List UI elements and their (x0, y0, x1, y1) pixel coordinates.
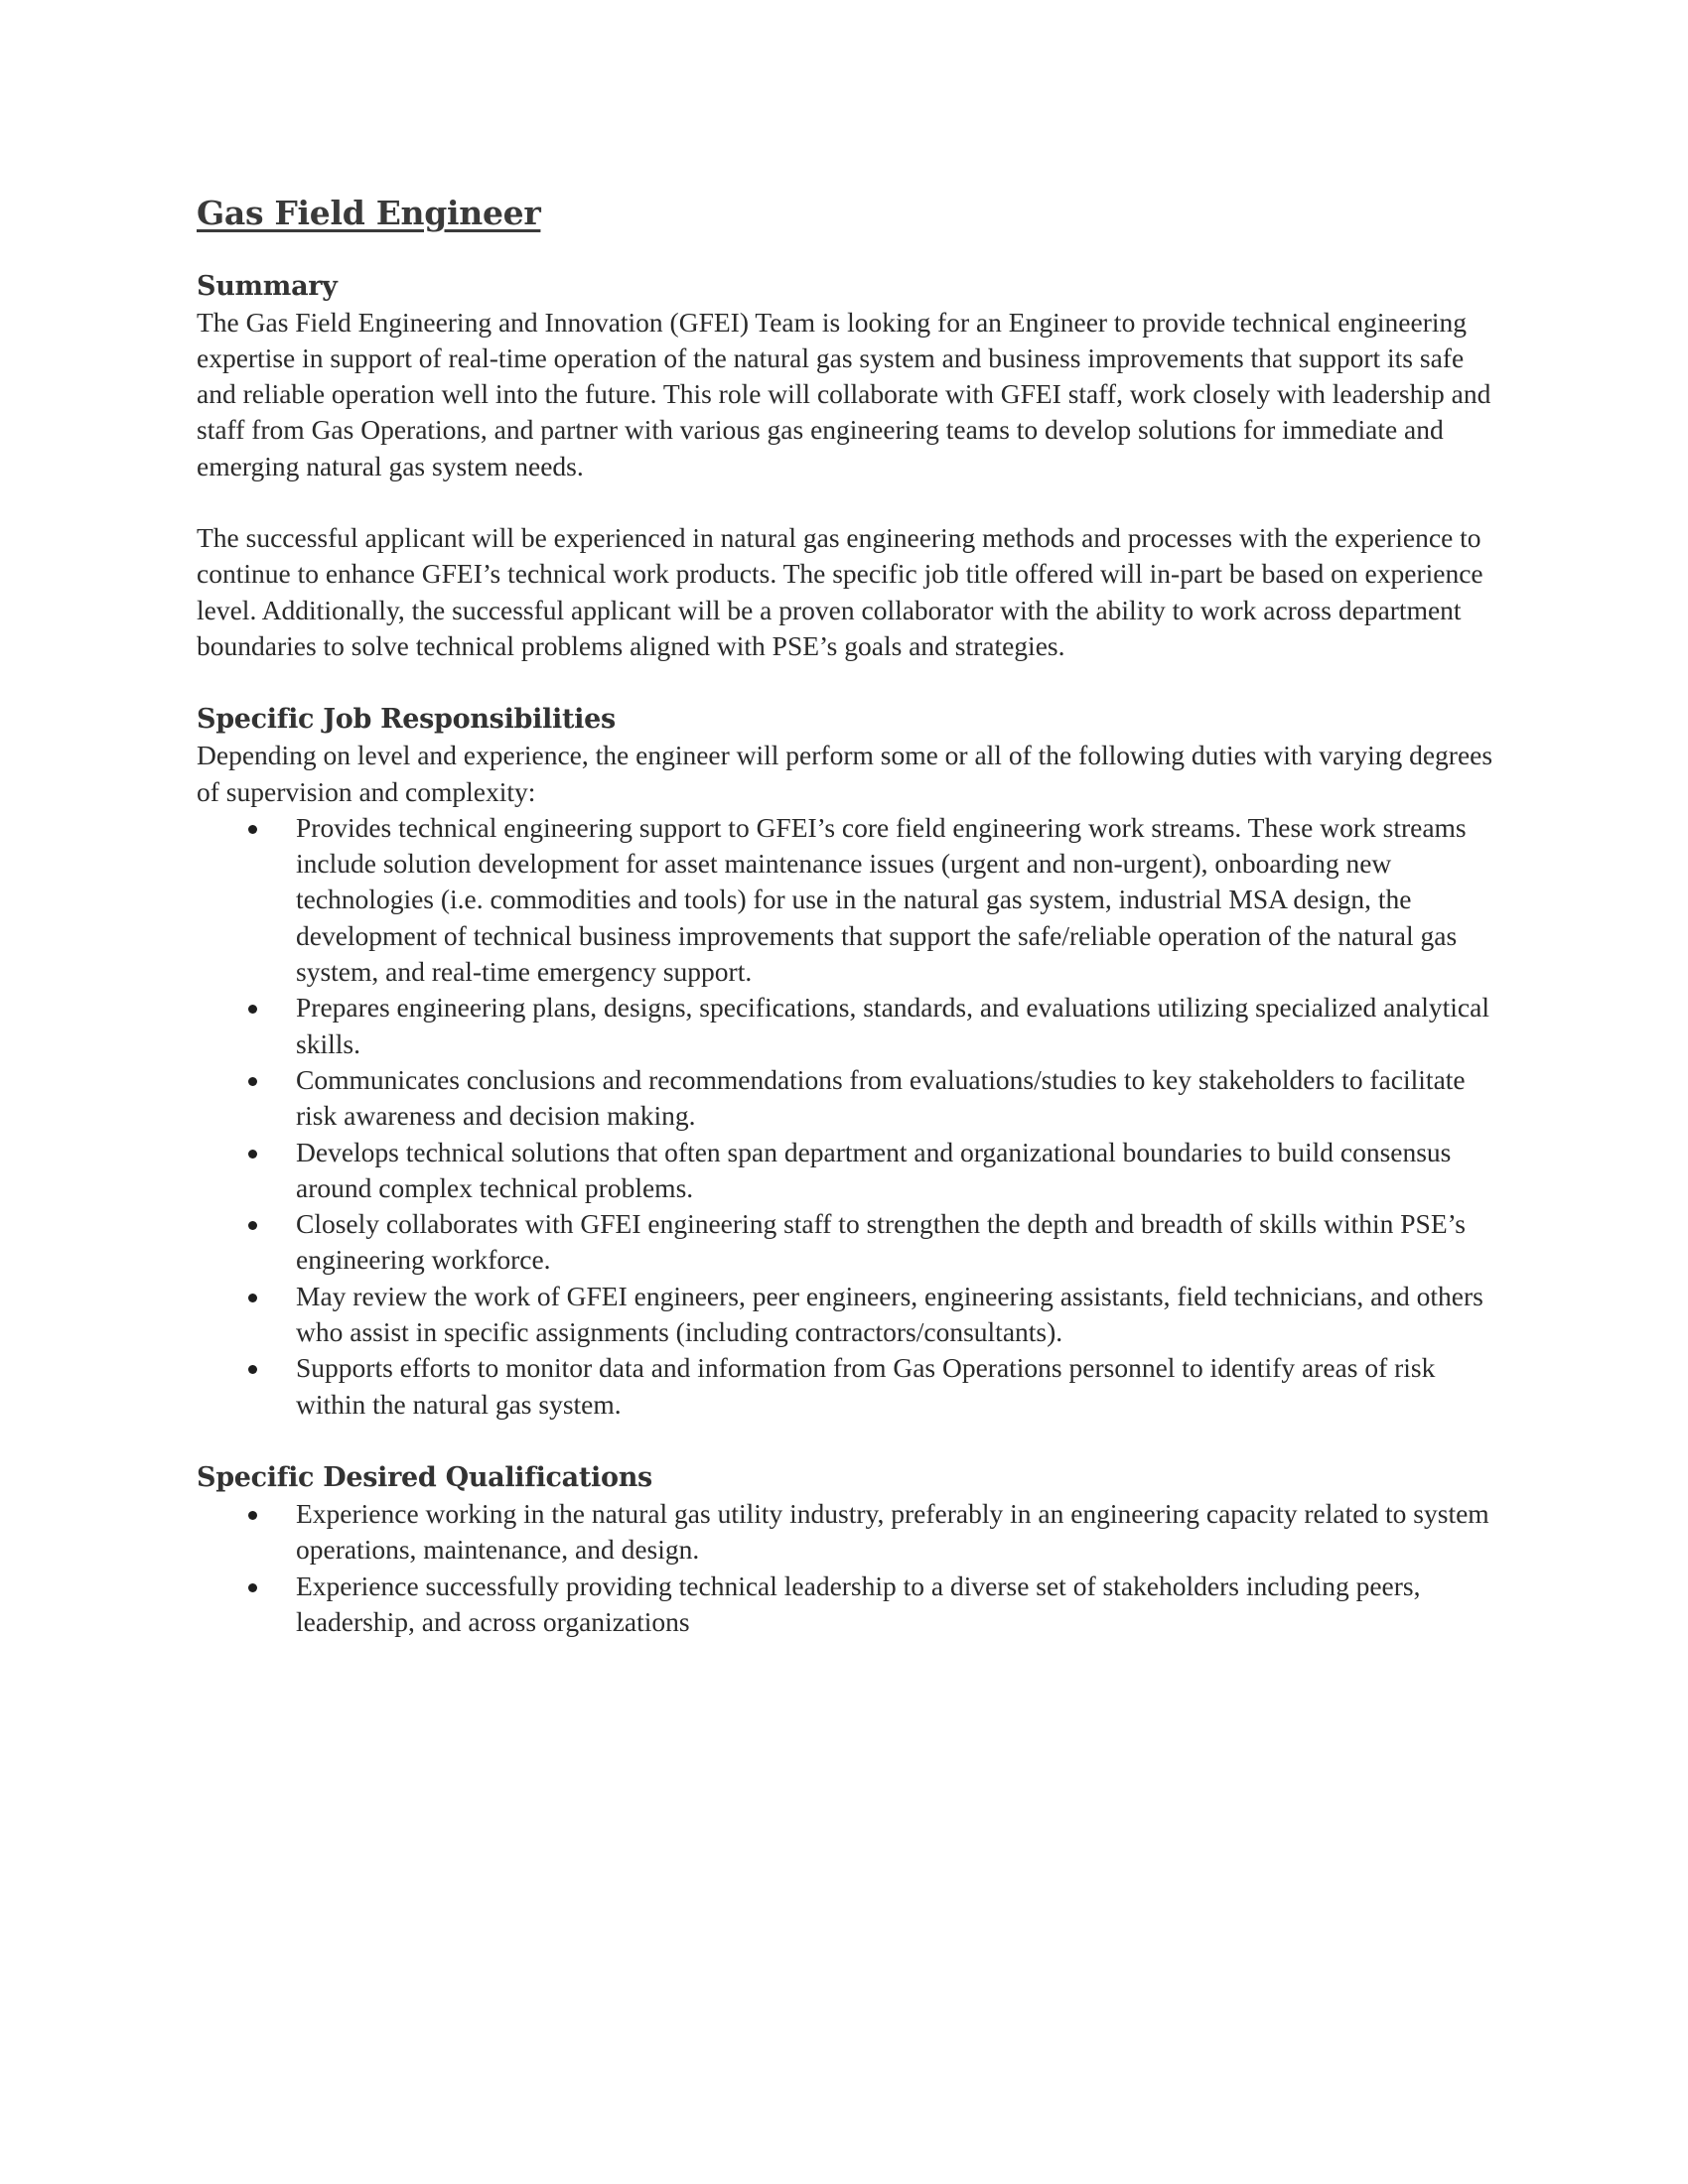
bullet-icon (248, 1365, 257, 1374)
bullet-icon (248, 1294, 257, 1302)
list-item-text: Supports efforts to monitor data and information from Gas Operations personnel to identify areas of risk within the natural gas system. (296, 1352, 1436, 1420)
list-item (197, 1350, 1507, 1423)
summary-paragraph: The successful applicant will be experienced in natural gas engineering methods and processes with the experience to continue to enhance GFEI’s technical work products. The specific job title offered will in-part be based on experience level. Additionally, the successful applicant will be a proven collaborator with the ability to work across department boundaries to solve technical problems aligned with PSE’s goals and strategies. (197, 522, 1483, 661)
list-item-text: Experience successfully providing technical leadership to a diverse set of stakeholders including peers, leadership, and across organizations (296, 1570, 1421, 1637)
list-item (197, 1206, 1507, 1279)
qualifications-heading: Specific Desired Qualifications (197, 1461, 652, 1493)
list-item-text: Closely collaborates with GFEI engineering staff to strengthen the depth and breadth of skills within PSE’s engineering workforce. (296, 1208, 1466, 1276)
bullet-icon (248, 1150, 257, 1159)
responsibilities-heading: Specific Job Responsibilities (197, 704, 616, 736)
bullet-icon (248, 1221, 257, 1230)
list-item (197, 1496, 1507, 1569)
list-item (197, 1279, 1507, 1351)
bullet-icon (248, 1511, 257, 1520)
responsibilities-intro: Depending on level and experience, the engineer will perform some or all of the following duties with varying degrees of supervision and complexity: (197, 740, 1493, 807)
list-item-text: Develops technical solutions that often span department and organizational boundaries to build consensus around complex technical problems. (296, 1136, 1452, 1203)
list-item-text: May review the work of GFEI engineers, peer engineers, engineering assistants, field technicians, and others who assist in specific assignments (including contractors/consultants). (296, 1280, 1483, 1348)
bullet-icon (248, 1077, 257, 1086)
bullet-icon (248, 1005, 257, 1014)
bullet-icon (248, 825, 257, 834)
bullet-icon (248, 1583, 257, 1592)
qualifications-list (197, 1496, 1507, 1640)
page-title: Gas Field Engineer (197, 194, 541, 232)
list-item-text: Provides technical engineering support to GFEI’s core field engineering work streams. These work streams include solution development for asset maintenance issues (urgent and non-urgent), onboarding new technologies (i.e. commodities and tools) for use in the natural gas system, industrial MSA design, the development of technical business improvements that support the safe/reliable operation of the natural gas system, and real-time emergency support. (296, 811, 1467, 988)
summary-heading: Summary (197, 270, 338, 302)
list-item (197, 1569, 1507, 1641)
list-item-text: Experience working in the natural gas utility industry, preferably in an engineering capacity related to system operations, maintenance, and design. (296, 1497, 1489, 1566)
responsibilities-list (197, 810, 1507, 1423)
list-item (197, 1135, 1507, 1207)
list-item (197, 990, 1507, 1062)
document-page (197, 194, 1507, 1640)
summary-paragraph: The Gas Field Engineering and Innovation (GFEI) Team is looking for an Engineer to provide technical engineering expertise in support of real-time operation of the natural gas system and business improvements that support its safe and reliable operation well into the future. This role will collaborate with GFEI staff, work closely with leadership and staff from Gas Operations, and partner with various gas engineering teams to develop solutions for immediate and emerging natural gas system needs. (197, 306, 1491, 481)
list-item-text: Prepares engineering plans, designs, specifications, standards, and evaluations utilizing specialized analytical skills. (296, 992, 1489, 1059)
list-item (197, 1062, 1507, 1135)
list-item (197, 810, 1507, 990)
list-item-text: Communicates conclusions and recommendations from evaluations/studies to key stakeholders to facilitate risk awareness and decision making. (296, 1063, 1466, 1132)
